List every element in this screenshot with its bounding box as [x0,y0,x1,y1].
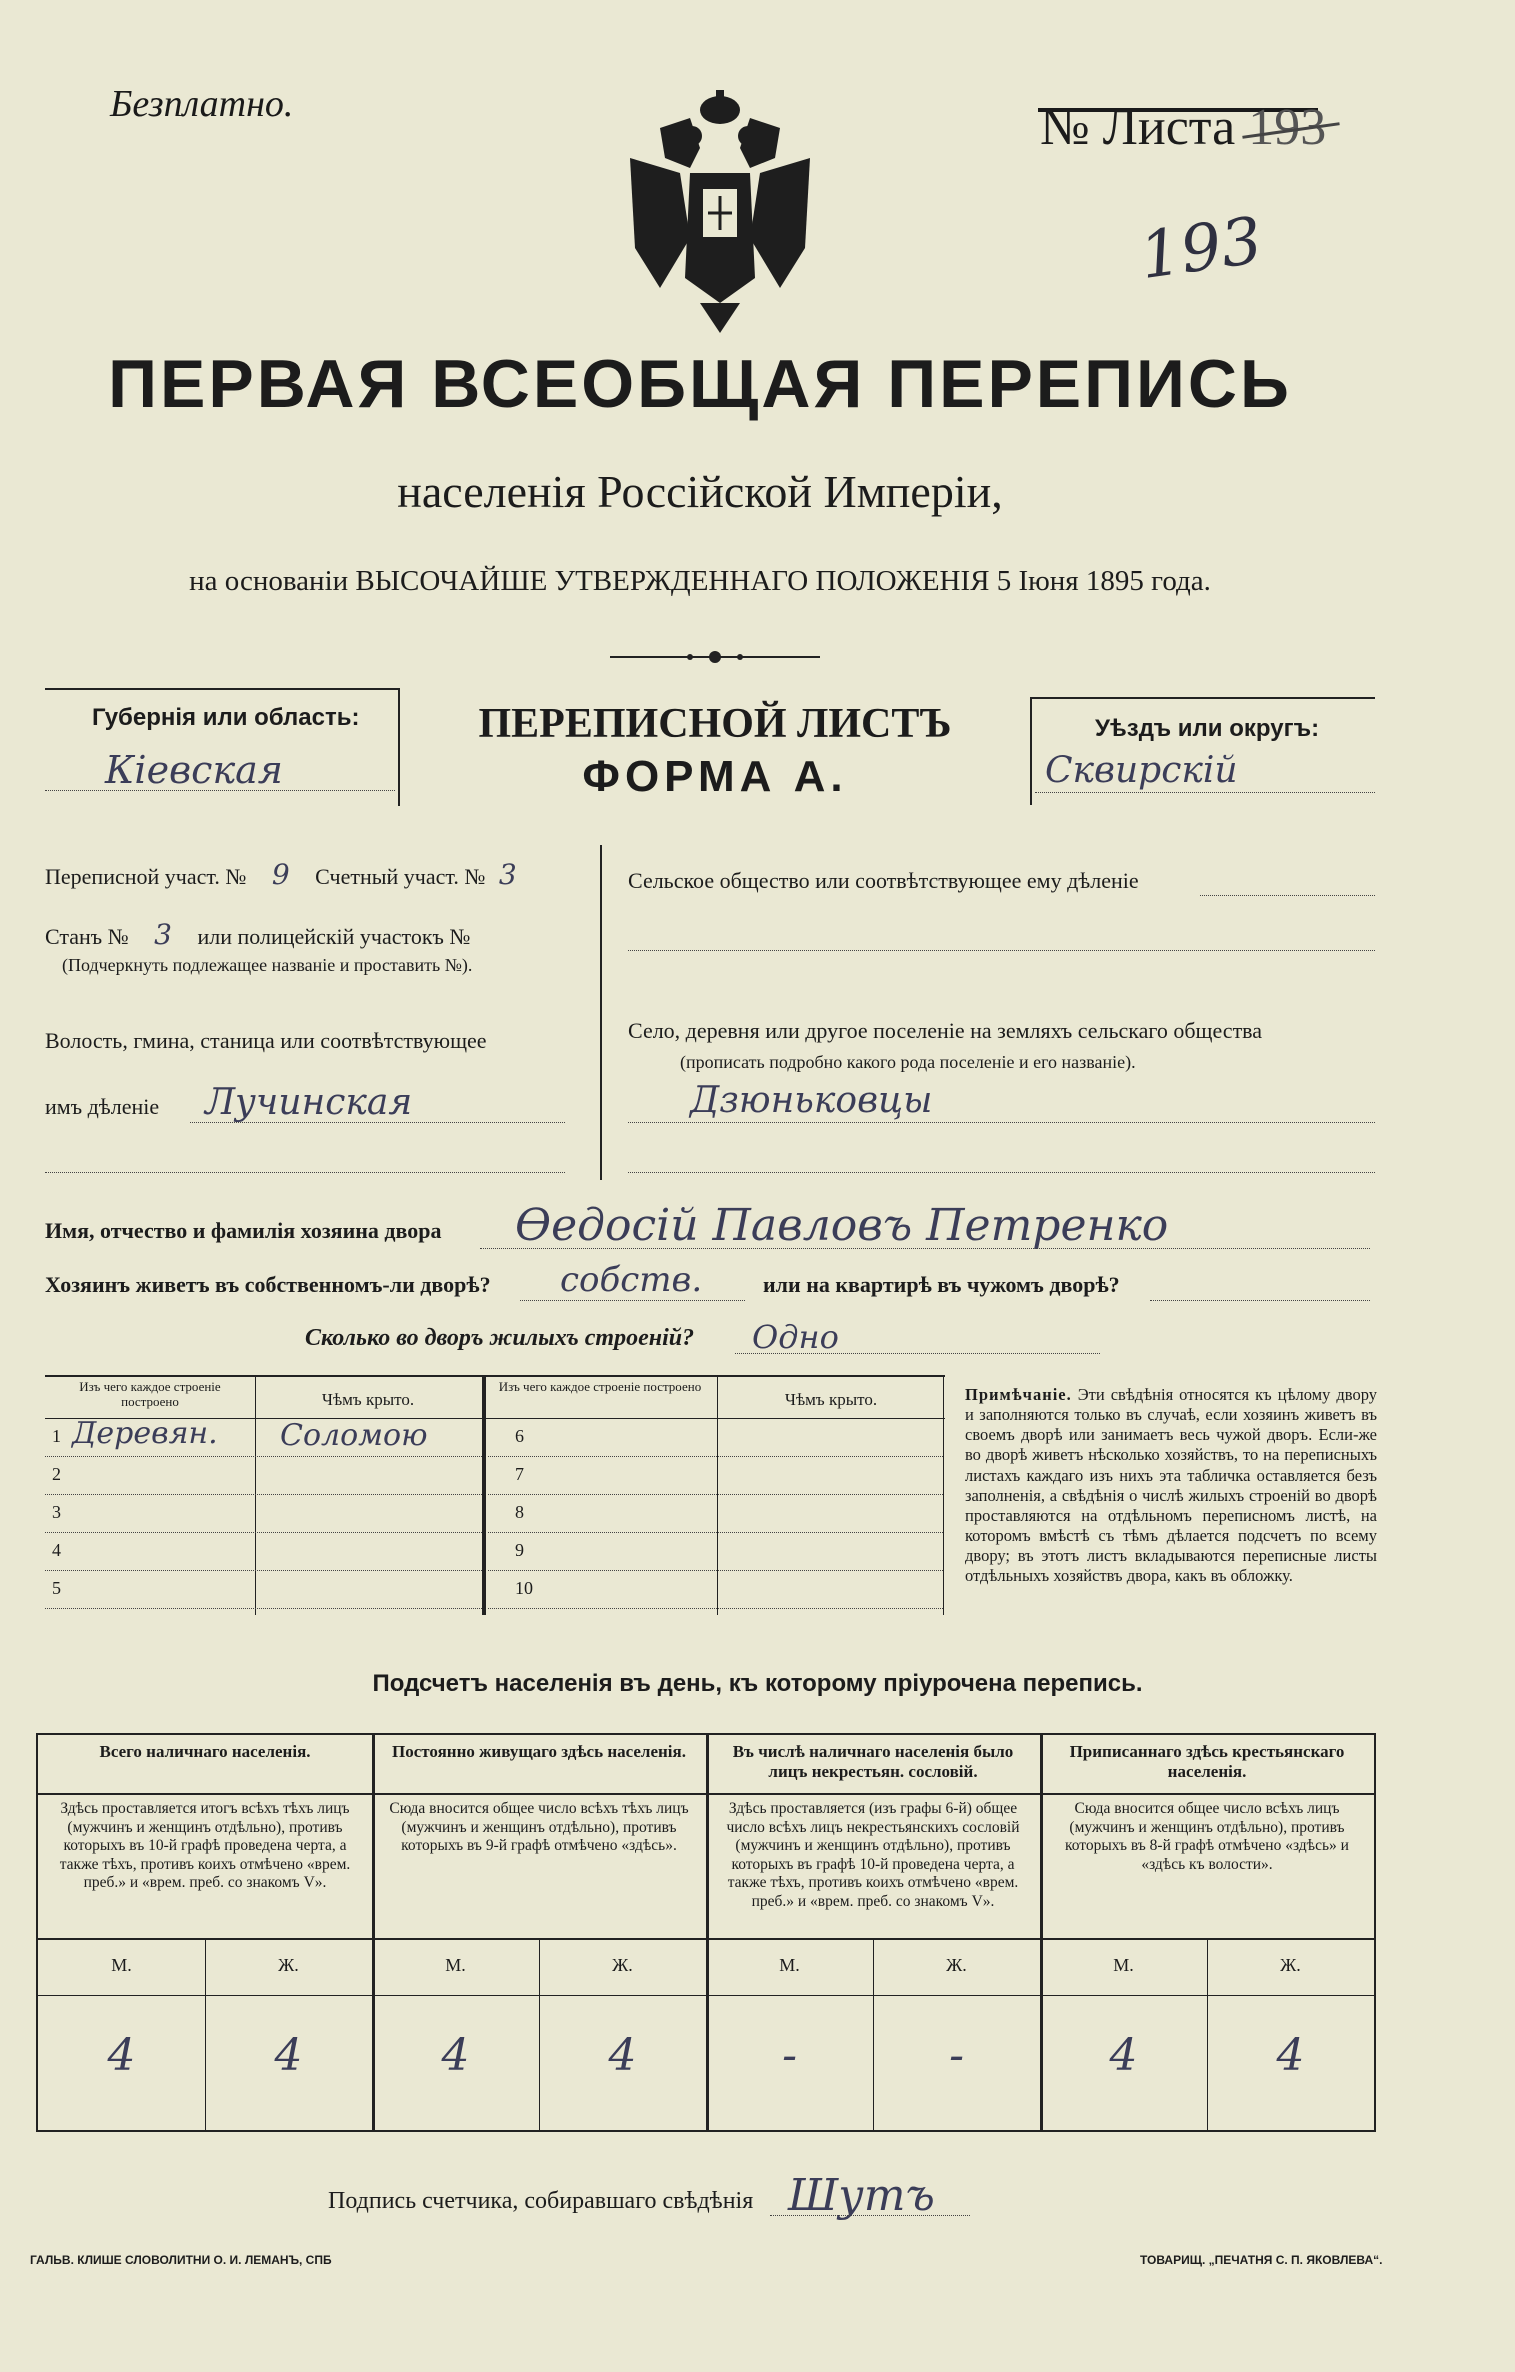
count-female-value: 4 [1276,2030,1305,2081]
buildings-col-end [943,1375,944,1615]
form-title: ПЕРЕПИСНОЙ ЛИСТЪ [478,701,952,747]
count-female-header: Ж. [278,1955,299,1975]
gubernia-box-top [45,688,400,690]
count-female-value: - [949,2030,964,2081]
count-male-header: М. [445,1955,466,1975]
stan-field: Станъ № 3 или полицейскій участокъ № [45,918,471,951]
owner-label: Имя, отчество и фамилія хозяина двора [45,1218,442,1243]
building-row-line [488,1456,943,1457]
owner-line [480,1248,1370,1249]
buildings-value: Одно [752,1318,839,1356]
building-row-number: 8 [515,1502,524,1522]
society-line [1200,895,1375,896]
count-male-value: 4 [1109,2030,1138,2081]
buildings-col-material: Изъ чего каждое строеніе построено [79,1379,221,1409]
footer-right: ТОВАРИЩ. „ПЕЧАТНЯ С. П. ЯКОВЛЕВА“. [1140,2253,1383,2267]
society-label: Сельское общество или соотвѣтствующее ему дѣленіе [628,868,1139,893]
building-row-number: 7 [515,1464,524,1484]
volost-value: Лучинская [205,1082,413,1123]
note-head: Примѣчаніе. [965,1385,1072,1404]
owner-lives-label: Хозяинъ живетъ въ собственномъ-ли дворѣ? [45,1272,491,1297]
building-row-number: 9 [515,1540,524,1560]
count-mf-rule [36,1995,1374,1996]
volost-line-2 [45,1172,565,1173]
village-value: Дзюньковцы [690,1080,933,1121]
note-block [965,1385,1377,1586]
uchastok-value: 9 [271,858,290,891]
building-row-line [45,1532,482,1533]
sheet-number-label [1040,98,1326,157]
owner-value: Өедосій Павловъ Петренко [515,1200,1169,1251]
volost-label-2: имъ дѣленіе [45,1094,160,1119]
building-row-number: 2 [52,1464,61,1484]
building-row-line [488,1532,943,1533]
building-row-number: 1 [52,1426,61,1446]
count-col-desc: Здѣсь проставляется (изъ графы 6-й) общее число всѣхъ лицъ некрестьянскихъ сословій (мужчинъ и женщинъ отдѣльно), противъ которыхъ въ графѣ 10-й проведена черта, а также тѣхъ, противъ коихъ отмѣчено «врем. преб.» и «врем. преб. со знакомъ V». [726,1800,1020,1910]
buildings-col-3 [717,1375,718,1615]
count-title: Подсчетъ населенія въ день, къ которому пріурочена перепись. [372,1670,1143,1697]
count-col-head: Въ числѣ наличнаго населенія было лицъ некрестьян. сословій. [732,1742,1014,1781]
gubernia-line [45,790,395,791]
uezd-box-top [1030,697,1375,699]
owner-lives-value: собств. [560,1260,703,1300]
count-head-rule [36,1793,1374,1795]
building-row-number: 5 [52,1578,61,1598]
village-line [628,1122,1375,1123]
uezd-value: Сквирскій [1045,750,1238,791]
uezd-line [1035,792,1375,793]
uezd-label: Уѣздъ или округъ: [1095,715,1320,742]
signature-label: Подпись счетчика, собиравшаго свѣдѣнія [328,2188,754,2214]
owner-rent-line [1150,1300,1370,1301]
volost-label: Волость, гмина, станица или соотвѣтствующее [45,1028,487,1053]
count-female-header: Ж. [612,1955,633,1975]
building-row-line [488,1494,943,1495]
society-line-2 [628,950,1375,951]
owner-lives-line [520,1300,745,1301]
sheet-number-struck: 193 [1248,99,1326,156]
buildings-label: Сколько во дворъ жилыхъ строеній? [305,1325,695,1351]
building-row-number: 3 [52,1502,61,1522]
count-male-header: М. [1113,1955,1134,1975]
gubernia-label: Губернія или область: [92,704,360,731]
count-col-desc: Сюда вносится общее число всѣхъ лицъ (мужчинъ и женщинъ отдѣльно), противъ которыхъ въ 8-й графѣ отмѣчено «здѣсь» и «здѣсь къ волости». [1065,1800,1349,1873]
page-title: ПЕРВАЯ ВСЕОБЩАЯ ПЕРЕПИСЬ [108,346,1292,422]
count-col-desc: Сюда вносится общее число всѣхъ тѣхъ лицъ (мужчинъ и женщинъ отдѣльно), противъ которыхъ въ 9-й графѣ отмѣчено «здѣсь». [389,1800,689,1855]
basis-line: на основаніи ВЫСОЧАЙШЕ УТВЕРЖДЕННАГО ПОЛОЖЕНІЯ 5 Іюня 1895 года. [189,565,1211,597]
count-col-desc: Здѣсь проставляется итогъ всѣхъ тѣхъ лицъ (мужчинъ и женщинъ отдѣльно), противъ которыхъ въ 10-й графѣ проведена черта, а также тѣхъ, противъ коихъ отмѣчено «врем. преб.» и «врем. преб. со знакомъ V». [59,1800,351,1892]
buildings-col-roof-2: Чѣмъ крыто. [784,1390,878,1409]
count-female-header: Ж. [1280,1955,1301,1975]
count-male-value: - [782,2030,797,2081]
count-male-value: 4 [441,2030,470,2081]
count-male-header: М. [111,1955,132,1975]
buildings-line [735,1353,1100,1354]
count-female-value: 4 [274,2030,303,2081]
count-col-head: Постоянно живущаго здѣсь населенія. [392,1742,686,1761]
count-female-value: 4 [608,2030,637,2081]
uezd-box-left [1030,697,1032,805]
ornament-divider [610,648,820,666]
footer-left: ГАЛЬВ. КЛИШЕ СЛОВОЛИТНИ О. И. ЛЕМАНЪ, СПБ [30,2253,332,2267]
count-col-head: Приписаннаго здѣсь крестьянскаго населенія. [1069,1742,1345,1781]
signature-value: Шутъ [788,2170,935,2221]
building-material-value: Деревян. [72,1416,218,1451]
village-note: (прописать подробно какого рода поселеніе и его названіе). [680,1052,1136,1072]
buildings-col-roof: Чѣмъ крыто. [321,1390,415,1409]
count-male-value: 4 [107,2030,136,2081]
buildings-col-mid [482,1375,486,1615]
village-line-2 [628,1172,1375,1173]
building-row-number: 4 [52,1540,61,1560]
village-label: Село, деревня или другое поселеніе на земляхъ сельскаго общества [628,1018,1263,1043]
count-male-header: М. [779,1955,800,1975]
count-desc-rule [36,1938,1374,1940]
imperial-eagle-emblem [620,88,820,338]
police-note: (Подчеркнуть подлежащее названіе и проставить №). [62,955,473,975]
building-row-line [488,1570,943,1571]
schetny-value: 3 [498,858,517,891]
building-roof-value: Соломою [280,1418,428,1453]
form-subtitle: ФОРМА А. [582,752,848,801]
note-text: Эти свѣдѣнія относятся къ цѣлому двору и заполняются только въ случаѣ, если хозяинъ живетъ въ своемъ дворѣ или занимаетъ весь чужой дворъ. Если-же во дворѣ живетъ нѣсколько хозяйствъ, то на переписныхъ листахъ каждаго изъ нихъ эта табличка оставляется безъ заполненія, а свѣдѣнія о числѣ жилыхъ строеній во дворѣ проставляются на отдѣльномъ переписномъ листѣ, на которомъ вмѣстѣ съ тѣмъ дѣлается подсчетъ по всему двору; въ этотъ листъ вкладываются переписные листы отдѣльныхъ хозяйствъ двора, какъ въ обложку. [965,1385,1377,1586]
volost-line [190,1122,565,1123]
buildings-col-1 [255,1375,256,1615]
building-row-line [488,1608,943,1609]
count-female-header: Ж. [946,1955,967,1975]
gubernia-value: Кіевская [105,748,283,792]
stan-value: 3 [154,918,172,951]
signature-line [770,2215,970,2216]
buildings-col-material-2: Изъ чего каждое строеніе построено [498,1379,702,1394]
building-row-line [45,1570,482,1571]
building-row-line [45,1608,482,1609]
count-col-head: Всего наличнаго населенія. [99,1742,311,1761]
sheet-label: № Листа [1040,99,1236,156]
building-row-line [45,1456,482,1457]
field-divider [600,845,602,1180]
uchastok-field: Переписной участ. № 9 Счетный участ. № 3 [45,858,517,891]
building-row-number: 6 [515,1426,524,1446]
owner-rent-label: или на квартирѣ въ чужомъ дворѣ? [763,1272,1120,1297]
page-subtitle: населенія Россійской Имперіи, [397,466,1003,517]
building-row-number: 10 [515,1578,533,1598]
free-stamp: Безплатно. [110,83,294,125]
building-row-line [45,1494,482,1495]
buildings-table [45,1375,945,1617]
sheet-number-handwritten: 193 [1135,203,1267,295]
